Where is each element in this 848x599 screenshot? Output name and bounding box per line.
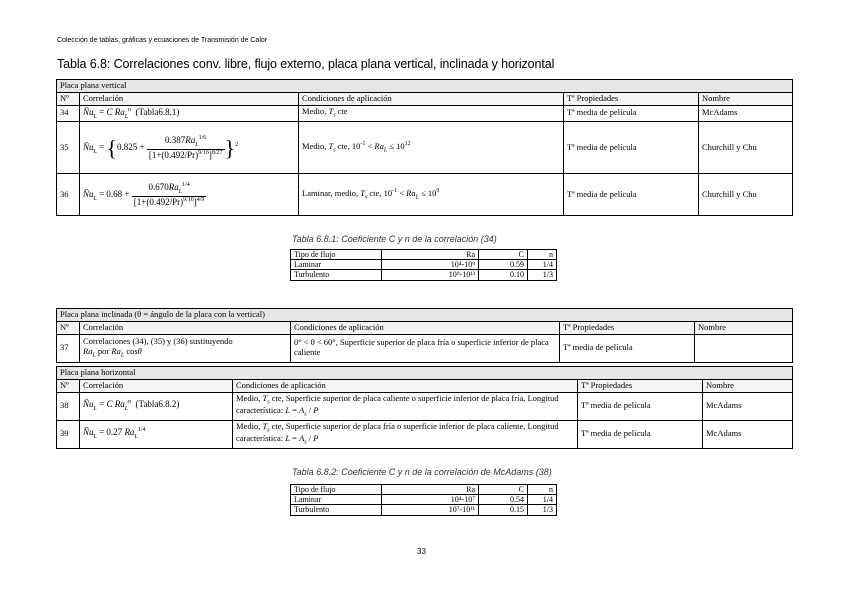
table-row: Turbulento 10⁹-10¹³ 0.10 1/3 [291,270,557,280]
table-row: 37 Correlaciones (34), (35) y (36) sustituyendo $Ra_L$ por $Ra_L$ cosθ 0° < θ < 60°, Superficie superior de placa fría o superficie inferior de placa caliente Tª media de película [57,334,793,362]
formula-cell: $N̄u_L = C$ $Ra_L^n$ (Tabla6.8.1) [80,105,299,122]
table-row: Turbulento 10⁷-10¹¹ 0.15 1/3 [291,505,557,515]
col-header: Condiciones de aplicación [299,92,564,105]
vertical-plate-table [56,79,793,216]
page-number: 33 [417,547,426,556]
table-row: 38 $N̄u_L = C$ $Ra_L^n$ (Tabla6.8.2) Medio, $T_s$ cte, Superficie superior de placa caliente o superficie inferior de placa fría, Longitud característica: $L = A_s / P$ Tª media de película McAdams [57,392,793,420]
table-row: 34 $N̄u_L = C$ $Ra_L^n$ (Tabla6.8.1) Medio, $T_s$ cte Tª media de película McAdams [57,105,793,122]
table-row: 36 $N̄u_L = 0.68$ + $\frac{0.670Ra_L^{1/4}}{[1+(0.492/Pr)^{9/16}]^{4/9}}$ Laminar, medio, $T_s$ cte, $10^{-1} < Ra_L \le 10^9$ Tª media de película Churchill y Chu [57,174,793,216]
formula-cell: $N̄u_L = \{0.825$ + $\frac{0.387Ra_L^{1/6}}{[1+(0.492/Pr)^{9/16}]^{8/27}}$ }$^2$ [80,122,299,174]
coef-table-1: Tipo de flujo Ra C n Laminar 10⁴-10⁹ 0.59 1/4 Turbulento 10⁹-10¹³ 0.10 1/3 [290,249,557,281]
col-header: Nombre [699,92,793,105]
section-title: Placa plana inclinada (θ = ángulo de la placa con la vertical) [57,309,793,322]
coef-table-2: Tipo de flujo Ra C n Laminar 10⁴-10⁷ 0.54 1/4 Turbulento 10⁷-10¹¹ 0.15 1/3 [290,484,557,516]
col-header: Correlación [80,92,299,105]
inclined-plate-table: Placa plana inclinada (θ = ángulo de la placa con la vertical) Nº Correlación Condiciones de aplicación Tª Propiedades Nombre 37 Correlaciones (34), (35) y (36) sustituyendo $Ra_L$ por $Ra_L$ cosθ 0° < θ < 60°, Superficie superior de placa fría o superficie inferior de placa caliente Tª media de película [56,308,793,363]
section-title: Placa plana vertical [57,80,793,93]
running-header: Colección de tablas, gráficas y ecuaciones de Transmisión de Calor [57,37,268,44]
formula-cell: $N̄u_L = 0.68$ + $\frac{0.670Ra_L^{1/4}}{[1+(0.492/Pr)^{9/16}]^{4/9}}$ [80,174,299,216]
col-header: Nº [57,92,80,105]
table-row: Laminar 10⁴-10⁷ 0.54 1/4 [291,495,557,505]
table-row: 39 $N̄u_L = 0.27$ $Ra_L^{1/4}$ Medio, $T_s$ cte, Superficie superior de placa fría o superficie inferior de placa caliente, Longitud característica: $L = A_s / P$ Tª media de película McAdams [57,420,793,448]
horizontal-plate-table: Placa plana horizontal Nº Correlación Condiciones de aplicación Tª Propiedades Nombre 38 $N̄u_L = C$ $Ra_L^n$ (Tabla6.8.2) Medio, $T_s$ cte, Superficie superior de placa caliente o superficie inferior de placa fría, Longitud característica: $L = A_s / P$ Tª media de película McAdams 39 $N̄u_L = 0.27$ $Ra_L^{1/4}$ Medio, $T_s$ cte, Superficie superior de placa fría o superficie inferior de placa caliente, Longitud característica: $L = A_s / P$ Tª media de película McAdams [56,366,793,449]
table1-caption: Tabla 6.8.1: Coeficiente C y n de la correlación (34) [292,234,497,244]
col-header: Tª Propiedades [564,92,699,105]
table2-caption: Tabla 6.8.2: Coeficiente C y n de la correlación de McAdams (38) [292,467,552,477]
table-row: Laminar 10⁴-10⁹ 0.59 1/4 [291,260,557,270]
table-row: 35 $N̄u_L = \{0.825$ + $\frac{0.387Ra_L^{1/6}}{[1+(0.492/Pr)^{9/16}]^{8/27}}$ }$^2$ Medio, $T_s$ cte, $10^{-1} < Ra_L \le 10^{12}$ Tª media de película Churchill y Chu [57,122,793,174]
page-title: Tabla 6.8: Correlaciones conv. libre, flujo externo, placa plana vertical, inclinada y horizontal [57,57,555,71]
section-title: Placa plana horizontal [57,367,793,380]
